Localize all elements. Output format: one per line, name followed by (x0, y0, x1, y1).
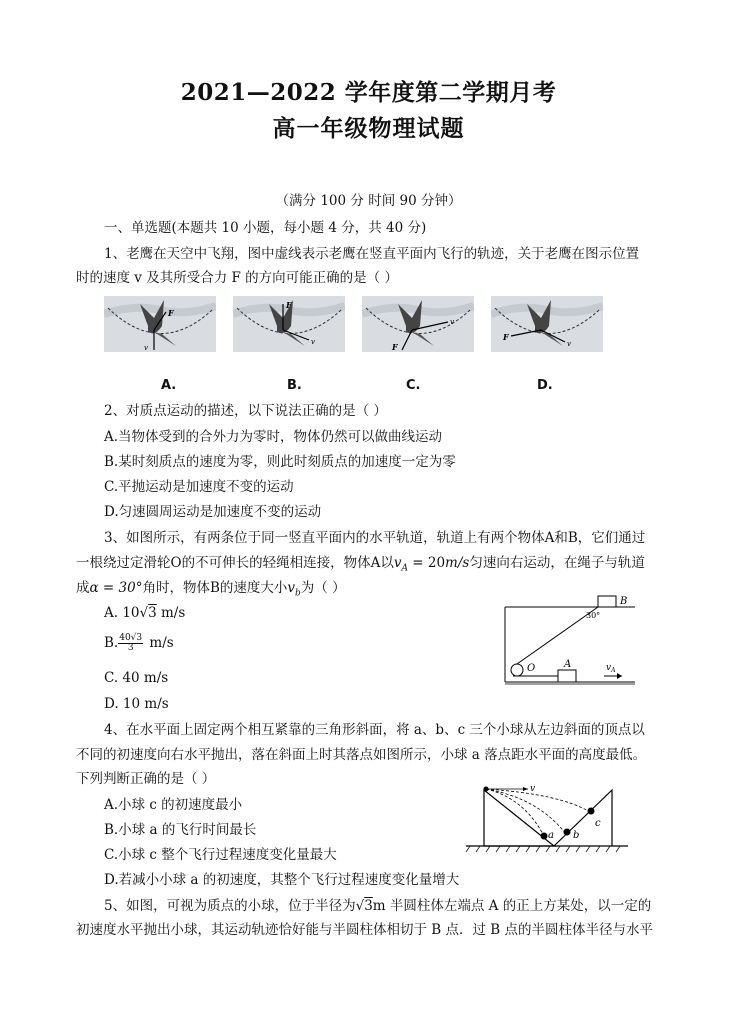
q3-option-b: B. $\frac{40√3}{3}$ m/s (104, 633, 174, 653)
eagle-figure-a (104, 296, 216, 352)
q2-stem: 2、对质点运动的描述，以下说法正确的是（ ） (104, 403, 387, 419)
q3-stem-line3: 成α = 30°角时，物体B的速度大小$v_b$为（ ） (76, 580, 346, 599)
exam-title: 2021—2022 学年度第二学期月考 (180, 79, 557, 106)
q2-option-b: B.某时刻质点的速度为零，则此时刻质点的加速度一定为零 (104, 454, 456, 470)
q3-stem-line1: 3、如图所示，有两条位于同一竖直平面内的水平轨道，轨道上有两个物体A和B，它们通过 (104, 530, 646, 546)
q1-option-c: C. (406, 378, 421, 393)
q1-figure-row (104, 296, 604, 354)
q3-stem-line2: 一根绕过定滑轮O的不可伸长的轻绳相连接，物体A以$v_A = 20m/s$匀速向右运动，在绳子与轨道 (76, 555, 645, 574)
q2-option-c: C.平抛运动是加速度不变的运动 (104, 479, 294, 495)
fig-b-f-label: F (286, 300, 292, 310)
fig-d-f-label: F (503, 332, 509, 342)
q3-label-b: B (620, 596, 628, 607)
q4-label-b: b (573, 830, 580, 841)
q3-option-d: D. 10 m/s (104, 696, 169, 712)
eagle-figure-d (491, 296, 603, 352)
q3-option-c: C. 40 m/s (104, 670, 169, 686)
fig-d-v-label: v (567, 340, 571, 348)
q4-label-a: a (548, 830, 554, 841)
q1-option-a: A. (161, 378, 177, 393)
q2-option-d: D.匀速圆周运动是加速度不变的运动 (104, 504, 322, 520)
exam-subtitle: 高一年级物理试题 (272, 115, 465, 142)
q4-option-d: D.若减小小球 a 的初速度，其整个飞行过程速度变化量增大 (104, 872, 460, 888)
q4-incline-diagram (462, 780, 632, 855)
q5-stem-line1: 5、如图，可视为质点的小球，位于半径为√3m 半圆柱体左端点 A 的正上方某处，以一定的 (104, 898, 652, 914)
q3-label-o: O (527, 663, 536, 674)
exam-info: （满分 100 分 时间 90 分钟） (275, 193, 462, 209)
q4-option-c: C.小球 c 整个飞行过程速度变化量最大 (104, 847, 337, 863)
q1-option-d: D. (537, 378, 553, 393)
q3-label-a: A (564, 659, 572, 670)
q4-option-b: B.小球 a 的飞行时间最长 (104, 822, 257, 838)
section-heading: 一、单选题(本题共 10 小题，每小题 4 分，共 40 分) (104, 220, 427, 236)
q4-stem-line2: 不同的初速度向右水平抛出，落在斜面上时其落点如图所示，小球 a 落点距水平面的高度最低。 (76, 747, 647, 763)
q4-label-c: c (595, 818, 601, 829)
eagle-figure-b (233, 296, 345, 352)
fig-a-v-label: v (144, 344, 148, 352)
q3-pulley-diagram (500, 590, 640, 690)
q3-label-angle: 30° (586, 611, 601, 620)
q4-stem-line1: 4、在水平面上固定两个相互紧靠的三角形斜面，将 a、b、c 三个小球从左边斜面的顶点以 (104, 722, 645, 738)
q1-stem-line1: 1、老鹰在天空中飞翔，图中虚线表示老鹰在竖直平面内飞行的轨迹，关于老鹰在图示位置 (104, 246, 640, 262)
fig-a-f-label: F (168, 308, 174, 318)
q4-stem-line3: 下列判断正确的是（ ） (76, 771, 216, 787)
eagle-figure-c (362, 296, 474, 352)
q1-option-b: B. (287, 378, 302, 393)
q4-option-a: A.小球 c 的初速度最小 (104, 797, 243, 813)
q5-stem-line2: 初速度水平抛出小球，其运动轨迹恰好能与半圆柱体相切于 B 点．过 B 点的半圆柱体半径与水平 (76, 922, 654, 938)
q2-option-a: A.当物体受到的合外力为零时，物体仍然可以做曲线运动 (104, 429, 443, 445)
fig-c-v-label: v (450, 318, 454, 326)
q3-option-a: A. 10√3 m/s (104, 605, 186, 621)
fig-c-f-label: F (392, 342, 398, 352)
q1-stem-line2: 时的速度 v 及其所受合力 F 的方向可能正确的是（ ） (76, 270, 398, 286)
q3-label-va: $v_A$ (606, 663, 616, 674)
q4-label-v: v (530, 784, 536, 794)
fig-b-v-label: v (311, 338, 315, 346)
